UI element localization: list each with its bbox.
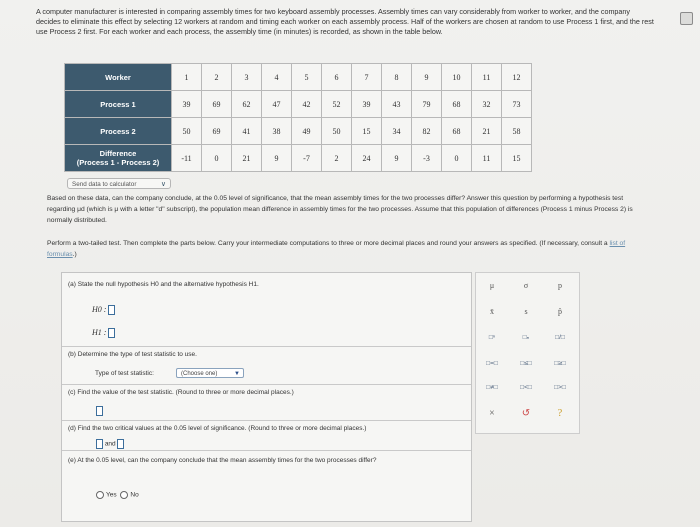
table-cell: 2 [322, 145, 352, 172]
table-cell: 1 [172, 64, 202, 91]
instructions-text: Perform a two-tailed test. Then complete the parts below. Carry your intermediate computations to three or more decimal places and round your answers as specified. (If necessary, consult a [47, 240, 608, 247]
table-cell: 15 [502, 145, 532, 172]
table-cell: 49 [292, 118, 322, 145]
h1-row [92, 328, 115, 338]
table-cell: 4 [262, 64, 292, 91]
table-cell: 52 [322, 91, 352, 118]
table-cell: 82 [412, 118, 442, 145]
no-radio[interactable] [120, 491, 128, 499]
formulas-link[interactable]: list of formulas [47, 240, 626, 258]
clear-icon[interactable]: × [489, 408, 495, 419]
send-data-to-calculator-button[interactable] [67, 178, 171, 189]
table-cell: 73 [502, 91, 532, 118]
sigma-button[interactable]: σ [523, 281, 529, 290]
table-cell: 7 [352, 64, 382, 91]
part-d-prompt: (d) Find the two critical values at the 0.05 level of significance. (Round to three or more decimal places.) [68, 425, 367, 432]
table-cell: 6 [322, 64, 352, 91]
h1-label: H1 : [92, 328, 107, 337]
row-header-line1: Difference [99, 149, 137, 158]
h0-row [92, 305, 115, 315]
table-cell: 34 [382, 118, 412, 145]
table-cell: 47 [262, 91, 292, 118]
undo-icon[interactable]: ↺ [521, 408, 531, 419]
h1-input[interactable] [108, 328, 115, 338]
part-d-section [62, 420, 471, 451]
table-cell: 39 [352, 91, 382, 118]
math-toolbar [475, 272, 580, 434]
table-cell: 38 [262, 118, 292, 145]
dropdown-arrow-icon: ▼ [234, 371, 240, 377]
table-cell: 79 [412, 91, 442, 118]
part-a-prompt: (a) State the null hypothesis H0 and the alternative hypothesis H1. [68, 281, 259, 288]
part-c-section [62, 384, 471, 421]
table-cell: 41 [232, 118, 262, 145]
critical-value-2-input[interactable] [117, 439, 124, 449]
part-b-prompt: (b) Determine the type of test statistic to use. [68, 351, 197, 358]
fraction-button[interactable]: □/□ [555, 334, 565, 341]
table-cell: 21 [232, 145, 262, 172]
part-e-section [62, 450, 471, 521]
calculator-icon[interactable] [680, 12, 693, 25]
table-cell: 0 [202, 145, 232, 172]
table-cell: 50 [172, 118, 202, 145]
table-cell: 12 [502, 64, 532, 91]
chevron-down-icon: ∨ [160, 181, 166, 188]
equals-button[interactable]: □=□ [486, 360, 498, 367]
yes-label: Yes [106, 491, 117, 499]
data-table [64, 63, 532, 172]
p-button[interactable]: p [558, 281, 562, 290]
table-row [65, 91, 532, 118]
s-button[interactable]: s [524, 307, 528, 316]
table-cell: 21 [472, 118, 502, 145]
table-cell: 39 [172, 91, 202, 118]
h0-input[interactable] [108, 305, 115, 315]
critical-values-row [96, 439, 124, 449]
table-cell: -11 [172, 145, 202, 172]
row-header-difference [65, 145, 172, 172]
help-icon[interactable]: ? [557, 408, 563, 419]
subscript-button[interactable]: □ₙ [522, 334, 530, 341]
answer-panel [61, 272, 472, 522]
table-cell: 11 [472, 145, 502, 172]
instructions-paragraph [47, 238, 647, 260]
yes-no-radios [96, 491, 139, 499]
test-statistic-input[interactable] [96, 406, 103, 416]
table-cell: 0 [442, 145, 472, 172]
table-cell: 8 [382, 64, 412, 91]
table-cell: -7 [292, 145, 322, 172]
table-cell: -3 [412, 145, 442, 172]
row-header-worker: Worker [65, 64, 172, 91]
row-header-process-2: Process 2 [65, 118, 172, 145]
table-cell: 68 [442, 118, 472, 145]
superscript-button[interactable]: □ⁿ [488, 334, 496, 341]
greater-than-button[interactable]: □>□ [554, 384, 566, 391]
table-cell: 2 [202, 64, 232, 91]
table-cell: 69 [202, 91, 232, 118]
table-cell: 5 [292, 64, 322, 91]
row-header-line2: (Process 1 - Process 2) [76, 158, 160, 167]
table-cell: 11 [472, 64, 502, 91]
send-button-label: Send data to calculator [72, 181, 137, 188]
table-row [65, 145, 532, 172]
table-cell: 68 [442, 91, 472, 118]
table-cell: 50 [322, 118, 352, 145]
table-cell: 10 [442, 64, 472, 91]
greater-equal-button[interactable]: □≥□ [554, 360, 566, 367]
table-row [65, 64, 532, 91]
table-row [65, 118, 532, 145]
table-cell: 9 [412, 64, 442, 91]
table-cell: 43 [382, 91, 412, 118]
p-hat-button[interactable]: p̂ [558, 307, 562, 316]
critical-value-1-input[interactable] [96, 439, 103, 449]
yes-radio[interactable] [96, 491, 104, 499]
table-cell: 3 [232, 64, 262, 91]
instructions-end: .) [72, 251, 77, 258]
x-bar-button[interactable]: x̄ [490, 307, 494, 316]
table-cell: 9 [382, 145, 412, 172]
h0-label: H0 : [92, 305, 107, 314]
select-value: (Choose one) [181, 371, 218, 377]
table-cell: 42 [292, 91, 322, 118]
part-e-prompt: (e) At the 0.05 level, can the company conclude that the mean assembly times for the two processes differ? [68, 457, 377, 464]
table-cell: 24 [352, 145, 382, 172]
table-cell: 62 [232, 91, 262, 118]
table-cell: 58 [502, 118, 532, 145]
table-cell: 15 [352, 118, 382, 145]
table-cell: 32 [472, 91, 502, 118]
question-paragraph: Based on these data, can the company conclude, at the 0.05 level of significance, that the mean assembly times for the two processes differ? Answer this question by performing a hypothesis test regarding μd (which is μ with a letter "d" subscript), the population mean difference in assembly times for the two processes. Assume that this population of differences (Process 1 minus Process 2) is normally distributed. [47, 195, 633, 224]
and-label: and [104, 440, 116, 448]
problem-intro: A computer manufacturer is interested in comparing assembly times for two keyboard assembly processes. Assembly times can vary considerably from worker to worker, and the company decides to eliminate this effect by selecting 12 workers at random and timing each worker on each assembly process. Half of the workers are chosen at random to use Process 1 first, and the rest use Process 2 first. For each worker and each process, the assembly time (in minutes) is recorded, as shown in the table below. [36, 7, 654, 37]
mu-button[interactable]: μ [489, 281, 495, 290]
table-cell: 9 [262, 145, 292, 172]
part-c-prompt: (c) Find the value of the test statistic. (Round to three or more decimal places.) [68, 389, 294, 396]
less-equal-button[interactable]: □≤□ [520, 360, 532, 367]
table-cell: 69 [202, 118, 232, 145]
no-label: No [130, 491, 139, 499]
not-equal-button[interactable]: □≠□ [486, 384, 498, 391]
part-b-label: Type of test statistic: [95, 370, 154, 377]
part-b-section [62, 346, 471, 385]
test-statistic-select[interactable] [176, 368, 244, 378]
less-than-button[interactable]: □<□ [520, 384, 532, 391]
row-header-process-1: Process 1 [65, 91, 172, 118]
